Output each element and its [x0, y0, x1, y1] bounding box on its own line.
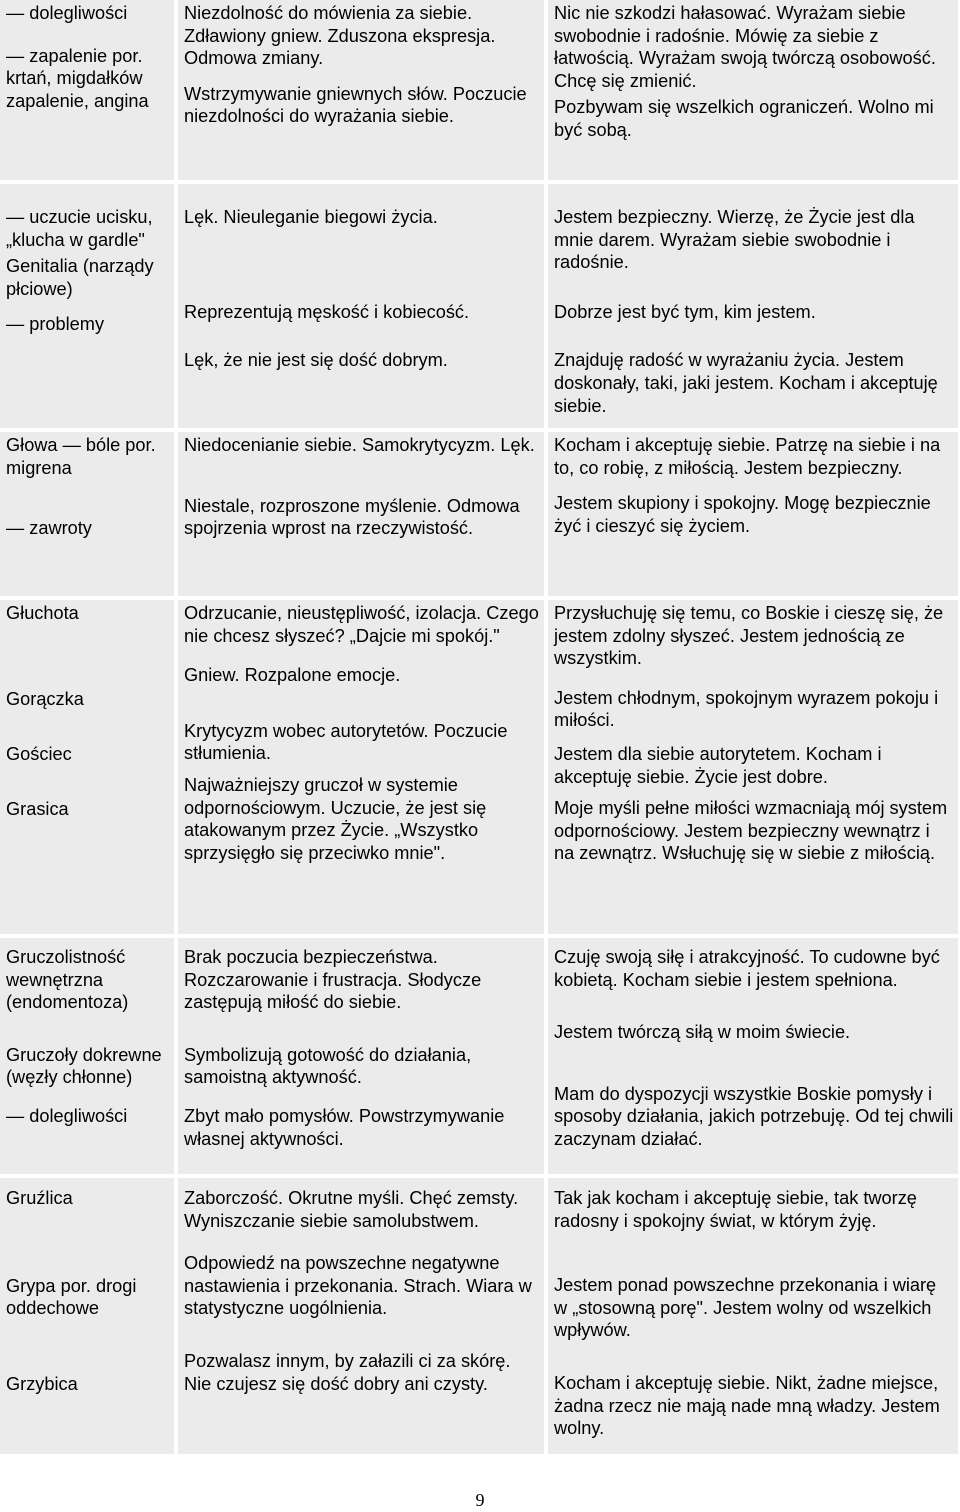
symptom-cell — [0, 1178, 178, 1454]
cause-text: Niedocenianie siebie. Samokrytycyzm. Lęk. — [184, 435, 535, 455]
affirmation-text: Pozbywam się wszelkich ograniczeń. Wolno mi być sobą. — [554, 97, 934, 140]
symptom-text: Gruczoły dokrewne (węzły chłonne) — [6, 1044, 162, 1088]
affirmation-text: Przysłuchuję się temu, co Boskie i cieszę się, że jestem zdolny słyszeć. Jestem jednością ze wszystkim. — [554, 603, 944, 669]
symptom-text: Grasica — [6, 798, 69, 819]
cause-text: Odrzucanie, nieustępliwość, izolacja. Czego nie chcesz słyszeć? „Dajcie mi spokój." — [184, 603, 539, 646]
symptom-text: Grzybica — [6, 1373, 78, 1394]
affirmation-cell — [548, 600, 960, 934]
affirmation-text: Czuję swoją siłę i atrakcyjność. To cudowne być kobietą. Kocham siebie i jestem spełniona. — [554, 947, 940, 990]
affirmation-text: Jestem chłodnym, spokojnym wyrazem pokoju i miłości. — [554, 687, 939, 731]
cause-text: Gniew. Rozpalone emocje. — [184, 665, 401, 686]
table-band — [0, 600, 960, 934]
symptom-cell — [0, 432, 178, 596]
cause-text: Wstrzymywanie gniewnych słów. Poczucie niezdolności do wyrażania siebie. — [184, 83, 527, 127]
affirmation-text: Jestem ponad powszechne przekonania i wiarę w „stosowną porę". Jestem wolny od wszelkich wpływów. — [554, 1275, 937, 1341]
cause-cell — [178, 600, 548, 934]
affirmation-text: Mam do dyspozycji wszystkie Boskie pomysły i sposoby działania, jakich potrzebuję. Od tej chwili zaczynam działać. — [554, 1083, 954, 1149]
page-number: 9 — [475, 1490, 485, 1510]
table-band — [0, 432, 960, 596]
symptom-text: Gościec — [6, 744, 72, 765]
cause-text: Zbyt mało pomysłów. Powstrzymywanie własnej aktywności. — [184, 1105, 505, 1149]
table-band — [0, 938, 960, 1174]
symptom-cell — [0, 600, 178, 934]
affirmation-text: Jestem bezpieczny. Wierzę, że Życie jest dla mnie darem. Wyrażam siebie swobodnie i radośnie. — [554, 207, 915, 273]
affirmation-text: Jestem skupiony i spokojny. Mogę bezpiecznie żyć i cieszyć się życiem. — [554, 493, 931, 536]
table-band — [0, 184, 960, 428]
cause-text: Symbolizują gotowość do działania, samoistną aktywność. — [184, 1044, 472, 1088]
cause-text: Pozwalasz innym, by załazili ci za skórę. Nie czujesz się dość dobry ani czysty. — [184, 1350, 511, 1394]
cause-text: Lęk. Nieuleganie biegowi życia. — [184, 207, 438, 227]
affirmation-cell — [548, 0, 960, 180]
cause-text: Zaborczość. Okrutne myśli. Chęć zemsty. Wyniszczanie siebie samolubstwem. — [184, 1188, 519, 1231]
cause-cell — [178, 432, 548, 596]
symptom-text: Gruczolistność wewnętrzna (endomentoza) — [6, 947, 129, 1013]
symptom-text: — dolegliwości — [6, 3, 128, 23]
cause-cell — [178, 0, 548, 180]
cause-text: Krytycyzm wobec autorytetów. Poczucie stłumienia. — [184, 720, 508, 764]
affirmation-text: Kocham i akceptuję siebie. Nikt, żadne miejsce, żadna rzecz nie mają nade mną władzy. Jestem wolny. — [554, 1372, 940, 1439]
symptom-text: — problemy — [6, 314, 105, 335]
affirmation-text: Jestem twórczą siłą w moim świecie. — [554, 1022, 851, 1043]
cause-text: Lęk, że nie jest się dość dobrym. — [184, 350, 448, 371]
symptom-text: — zawroty — [6, 518, 92, 539]
cause-cell — [178, 184, 548, 428]
cause-cell — [178, 938, 548, 1174]
symptom-text: — uczucie ucisku, „klucha w gardle" — [6, 207, 153, 250]
table-band — [0, 1178, 960, 1454]
cause-text: Niestale, rozproszone myślenie. Odmowa spojrzenia wprost na rzeczywistość. — [184, 495, 520, 539]
symptom-text: Grypa por. drogi oddechowe — [6, 1275, 137, 1319]
affirmation-cell — [548, 184, 960, 428]
affirmation-cell — [548, 938, 960, 1174]
symptom-text: Gruźlica — [6, 1188, 73, 1208]
cause-text: Najważniejszy gruczoł w systemie odpornościowym. Uczucie, że jest się atakowanym przez Życie. „Wszystko sprzysięgło się przeciwko mnie". — [184, 774, 487, 863]
affirmation-text: Kocham i akceptuję siebie. Patrzę na siebie i na to, co robię, z miłością. Jestem bezpieczny. — [554, 435, 941, 478]
cause-cell — [178, 1178, 548, 1454]
affirmation-text: Nic nie szkodzi hałasować. Wyrażam siebie swobodnie i radośnie. Mówię za siebie z łatwością. Wyrażam swoją twórczą osobowość. Chcę się zmienić. — [554, 3, 936, 91]
symptom-cell — [0, 0, 178, 180]
table-band — [0, 0, 960, 180]
affirmation-text: Jestem dla siebie autorytetem. Kocham i akceptuję siebie. Życie jest dobre. — [554, 743, 882, 787]
symptom-text: Gorączka — [6, 688, 84, 709]
affirmation-text: Moje myśli pełne miłości wzmacniają mój system odpornościowy. Jestem bezpieczny wewnątrz i na zewnątrz. Wsłuchuję się w siebie z miłością. — [554, 798, 948, 864]
cause-text: Niezdolność do mówienia za siebie. Zdławiony gniew. Zduszona ekspresja. Odmowa zmiany. — [184, 3, 496, 69]
affirmation-text: Znajduję radość w wyrażaniu życia. Jestem doskonały, taki, jaki jestem. Kocham i akceptuję siebie. — [554, 350, 938, 416]
affirmation-text: Tak jak kocham i akceptuję siebie, tak tworzę radosny i spokojny świat, w którym żyję. — [554, 1188, 917, 1231]
symptom-text: — zapalenie por. krtań, migdałków zapalenie, angina — [6, 45, 149, 111]
symptom-text: Głowa — bóle por. migrena — [6, 435, 156, 478]
symptom-cell — [0, 184, 178, 428]
cause-text: Reprezentują męskość i kobiecość. — [184, 301, 470, 322]
affirmation-text: Dobrze jest być tym, kim jestem. — [554, 301, 816, 322]
symptom-text: Genitalia (narządy płciowe) — [6, 256, 154, 299]
cause-text: Brak poczucia bezpieczeństwa. Rozczarowanie i frustracja. Słodycze zastępują miłość do siebie. — [184, 947, 482, 1013]
symptom-text: Głuchota — [6, 603, 79, 623]
affirmation-cell — [548, 432, 960, 596]
symptom-text: — dolegliwości — [6, 1105, 128, 1126]
affirmation-cell — [548, 1178, 960, 1454]
symptom-cell — [0, 938, 178, 1174]
cause-text: Odpowiedź na powszechne negatywne nastawienia i przekonania. Strach. Wiara w statystyczne uogólnienia. — [184, 1253, 532, 1319]
